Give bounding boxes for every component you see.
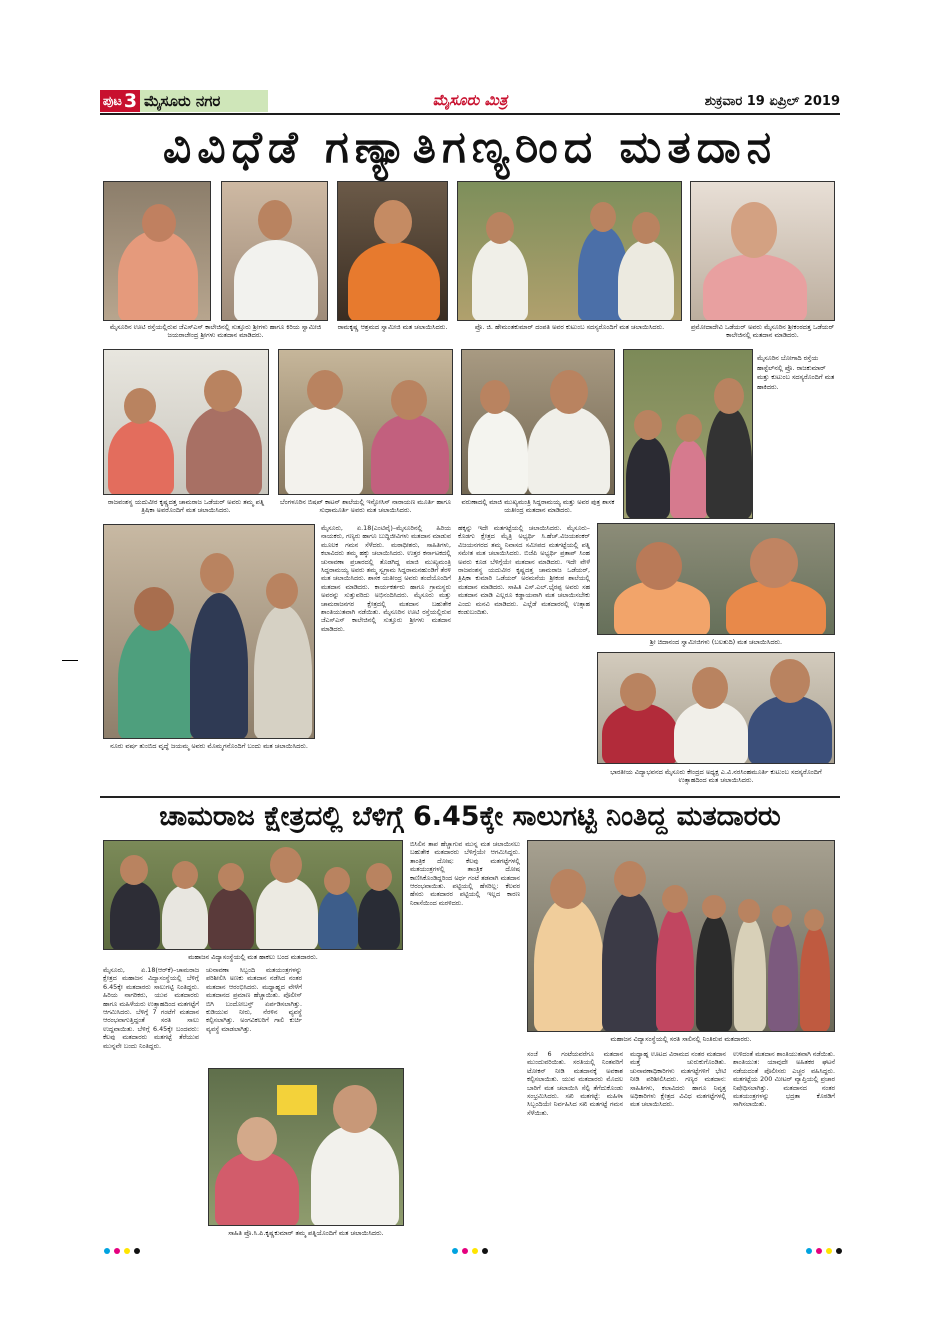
caption-photo-14: ಮಹಾಜನ ವಿದ್ಯಾಸಂಸ್ಥೆಯಲ್ಲಿ ಸರತಿ ಸಾಲಿನಲ್ಲಿ ನಿಂತಿರುವ ಮತದಾರರು.: [610, 1035, 752, 1043]
photo-royal-couple: [103, 349, 269, 495]
article1-column-1: ಮೈಸೂರು, ಏ.18(ಎಂಟಿವೈ)–ಮೈಸೂರಿನಲ್ಲಿ ಹಿರಿಯ ನಾಯಕರು, ಗಣ್ಯರು ಹಾಗೂ ಬುದ್ಧಿಜೀವಿಗಳು ಮತದಾನ ಮಾಡುವ ಮೂಲಕ ಗಮನ ಸೆಳೆದರು. ಮಠಾಧೀಶರು, ಸಾಹಿತಿಗಳು, ಕಲಾವಿದರು ತಮ್ಮ ಹಕ್ಕು ಚಲಾಯಿಸಿದರು. ಉತ್ತರ ಕರ್ನಾಟಕದಲ್ಲಿ ಚುನಾವಣಾ ಪ್ರಚಾರದಲ್ಲಿ ತೊಡಗಿದ್ದ ಮಾಜಿ ಮುಖ್ಯಮಂತ್ರಿ ಸಿದ್ದರಾಮಯ್ಯ ಅವರು ತಮ್ಮ ಸ್ವಗ್ರಾಮ ಸಿದ್ದರಾಮನಹುಂಡಿಗೆ ತೆರಳಿ ಮತ ಚಲಾಯಿಸಿದರು. ಶಾಸಕ ಯತೀಂದ್ರ ಅವರು ತಂದೆಯೊಂದಿಗೆ ಮತದಾನ ಮಾಡಿದರು. ಕಾರ್ಯಕರ್ತರು ಹಾಗೂ ಗ್ರಾಮಸ್ಥರು ಅವರನ್ನು ಸುತ್ತುವರಿದು ಅಭಿನಂದಿಸಿದರು. ಮೈಸೂರು ಮತ್ತು ಚಾಮರಾಜನಗರ ಕ್ಷೇತ್ರದಲ್ಲಿ ಮತದಾನ ಬಹುತೇಕ ಶಾಂತಿಯುತವಾಗಿ ನಡೆಯಿತು. ಮೈಸೂರಿನ ಊಟಿ ರಸ್ತೆಯಲ್ಲಿರುವ ಜೆಎಸ್‌ಎಸ್ ಕಾಲೇಜಿನಲ್ಲಿ ಸುತ್ತೂರು ಶ್ರೀಗಳು ಮತದಾನ ಮಾಡಿದರು.: [321, 524, 451, 633]
photo-royal-lady: [690, 181, 835, 321]
photo-centenarian-voter: [103, 524, 315, 739]
photo-narayana-murthy: [278, 349, 453, 495]
article1-column-2: ಹಕ್ಕನ್ನು ಇದೇ ಮತಗಟ್ಟೆಯಲ್ಲಿ ಚಲಾಯಿಸಿದರು. ಮೈಸೂರು–ಕೊಡಗು ಕ್ಷೇತ್ರದ ಮೈತ್ರಿ ಅಭ್ಯರ್ಥಿ ಸಿ.ಹೆಚ್.ವಿಜಯಶಂಕರ್ ವಿಜಯನಗರದ ತಮ್ಮ ನಿವಾಸದ ಸಮೀಪದ ಮತಗಟ್ಟೆಯಲ್ಲಿ ಪತ್ನಿ ಸಮೇತ ಮತ ಚಲಾಯಿಸಿದರು. ಬಿಜೆಪಿ ಅಭ್ಯರ್ಥಿ ಪ್ರತಾಪ್ ಸಿಂಹ ಅವರು ಕೂಡ ಬೆಳಿಗ್ಗೆಯೇ ಮತದಾನ ಮಾಡಿದರು. ಇದೇ ವೇಳೆ ರಾಜವಂಶಸ್ಥ ಯದುವೀರ ಕೃಷ್ಣದತ್ತ ಚಾಮರಾಜ ಒಡೆಯರ್, ತ್ರಿಷಿಕಾ ಕುಮಾರಿ ಒಡೆಯರ್ ಅರಮನೆಯ ಶ್ರೀಕಂಠ ಶಾಲೆಯಲ್ಲಿ ಮತದಾನ ಮಾಡಿದರು. ಸಾಹಿತಿ ಎಸ್.ಎಲ್.ಭೈರಪ್ಪ ಅವರು ಸಹ ಮತದಾನ ಮಾಡಿ ಎಲ್ಲರೂ ಕಡ್ಡಾಯವಾಗಿ ಮತ ಚಲಾಯಿಸಬೇಕು ಎಂದು ಮನವಿ ಮಾಡಿದರು. ಎಲ್ಲೆಡೆ ಮತದಾರರಲ್ಲಿ ಉತ್ಸಾಹ ಕಂಡುಬಂದಿತು.: [458, 524, 590, 617]
photo-seer-2: [337, 181, 448, 321]
photo-professor-family: [623, 349, 753, 519]
article2-column-3: ಬಿಸಿಲಿನ ತಾಪ ಹೆಚ್ಚಾಗುವ ಮುನ್ನ ಮತ ಚಲಾಯಿಸಲು ಬಹುತೇಕ ಮತದಾರರು ಬೆಳಿಗ್ಗೆಯೇ ಆಗಮಿಸಿದ್ದರು. ತಾಂತ್ರಿಕ ದೋಷ: ಕೆಲವು ಮತಗಟ್ಟೆಗಳಲ್ಲಿ ಮತಯಂತ್ರಗಳಲ್ಲಿ ತಾಂತ್ರಿಕ ದೋಷ ಕಾಣಿಸಿಕೊಂಡಿದ್ದರಿಂದ ಅರ್ಧ ಗಂಟೆ ತಡವಾಗಿ ಮತದಾನ ಆರಂಭವಾಯಿತು. ಪಟ್ಟಿಯಲ್ಲಿ ಹೆಸರಿಲ್ಲ: ಕೆಲವರ ಹೆಸರು ಮತದಾರರ ಪಟ್ಟಿಯಲ್ಲಿ ಇಲ್ಲದ ಕಾರಣ ನಿರಾಸೆಯಿಂದ ಮರಳಿದರು.: [410, 840, 520, 907]
photo-family-group: [457, 181, 682, 321]
photo-young-man: [221, 181, 328, 321]
caption-photo-15: ಸಾಹಿತಿ ಪ್ರೊ.ಸಿ.ಪಿ.ಕೃಷ್ಣಕುಮಾರ್ ತಮ್ಮ ಪತ್ನಿಯೊಂದಿಗೆ ಮತ ಚಲಾಯಿಸಿದರು.: [228, 1229, 384, 1237]
registration-marks-center: [452, 1248, 488, 1256]
article2-column-6: ಉಳಿದಂತೆ ಮತದಾನ ಶಾಂತಿಯುತವಾಗಿ ನಡೆಯಿತು. ಶಾಂತಿಯುತ: ಯಾವುದೇ ಅಹಿತಕರ ಘಟನೆ ನಡೆಯದಂತೆ ಪೊಲೀಸರು ಎಚ್ಚರ ವಹಿಸಿದ್ದರು. ಮತಗಟ್ಟೆಯ 200 ಮೀಟರ್ ವ್ಯಾಪ್ತಿಯಲ್ಲಿ ಪ್ರಚಾರ ನಿಷೇಧಿಸಲಾಗಿತ್ತು. ಮತದಾನದ ನಂತರ ಮತಯಂತ್ರಗಳನ್ನು ಭದ್ರತಾ ಕೊಠಡಿಗೆ ಸಾಗಿಸಲಾಯಿತು.: [733, 1050, 835, 1109]
caption-photo-8: ವರುಣಾದಲ್ಲಿ ಮಾಜಿ ಮುಖ್ಯಮಂತ್ರಿ ಸಿದ್ದರಾಮಯ್ಯ ಮತ್ತು ಅವರ ಪುತ್ರ ಶಾಸಕ ಯತೀಂದ್ರ ಮತದಾನ ಮಾಡಿದರು.: [461, 498, 615, 514]
photo-elderly-couple: [208, 1068, 404, 1226]
registration-marks-right: [806, 1248, 842, 1256]
dateline: ಶುಕ್ರವಾರ 19 ಏಪ್ರಿಲ್ 2019: [704, 93, 840, 109]
page-number-badge: [100, 90, 140, 112]
registration-marks-left: [104, 1248, 140, 1256]
article2-column-5: ಮಧ್ಯಾಹ್ನ ಊಟದ ವಿರಾಮದ ನಂತರ ಮತದಾನ ಮತ್ತೆ ಚುರುಕುಗೊಂಡಿತು. ಚುನಾವಣಾಧಿಕಾರಿಗಳು ಮತಗಟ್ಟೆಗಳಿಗೆ ಭೇಟಿ ನೀಡಿ ಪರಿಶೀಲಿಸಿದರು. ಗಣ್ಯರ ಮತದಾನ: ಸಾಹಿತಿಗಳು, ಕಲಾವಿದರು ಹಾಗೂ ನಿವೃತ್ತ ಅಧಿಕಾರಿಗಳು ಕ್ಷೇತ್ರದ ವಿವಿಧ ಮತಗಟ್ಟೆಗಳಲ್ಲಿ ಮತ ಚಲಾಯಿಸಿದರು.: [630, 1050, 726, 1109]
caption-photo-11: ಶ್ರೀ ಚಿದಾನಂದ ಸ್ವಾಮೀಜಿಗಳು (ಬಲತುದಿ) ಮತ ಚಲಾಯಿಸಿದರು.: [649, 638, 783, 646]
photo-siddaramaiah: [461, 349, 615, 495]
photo-seer-1: [103, 181, 211, 321]
masthead-logo: ಮೈಸೂರು ಮಿತ್ರ: [432, 91, 508, 109]
caption-photo-3: ರಾಮಕೃಷ್ಣ ಆಶ್ರಮದ ಸ್ವಾಮೀಜಿ ಮತ ಚಲಾಯಿಸಿದರು.: [337, 323, 448, 331]
margin-mark: [62, 660, 78, 661]
caption-photo-12: ಭಾರತೀಯ ವಿದ್ಯಾಭವನದ ಮೈಸೂರು ಕೇಂದ್ರದ ಅಧ್ಯಕ್ಷ ಎ.ವಿ.ನರಸಿಂಹಮೂರ್ತಿ ಕುಟುಂಬ ಸದಸ್ಯರೊಂದಿಗೆ ಉತ್ಸಾಹದಿಂದ ಮತ ಚಲಾಯಿಸಿದರು.: [610, 768, 822, 784]
photo-mahajana-voters: [103, 840, 403, 950]
page-label: ಪುಟ: [102, 93, 122, 109]
caption-photo-6: ರಾಜವಂಶಸ್ಥ ಯದುವೀರ ಕೃಷ್ಣದತ್ತ ಚಾಮರಾಜ ಒಡೆಯರ್ ಅವರು ತಮ್ಮ ಪತ್ನಿ ತ್ರಿಷಿಕಾ ಅವರೊಂದಿಗೆ ಮತ ಚಲಾಯಿಸಿದರು.: [107, 498, 265, 514]
caption-photo-1: ಮೈಸೂರಿನ ಊಟಿ ರಸ್ತೆಯಲ್ಲಿರುವ ಜೆಎಸ್‌ಎಸ್ ಕಾಲೇಜಿನಲ್ಲಿ ಸುತ್ತೂರು ಶ್ರೀಗಳು ಹಾಗೂ ಕಿರಿಯ ಸ್ವಾಮೀಜಿ ಜಯರಾಜೇಂದ್ರ ಶ್ರೀಗಳು ಮತದಾನ ಮಾಡಿದರು.: [109, 323, 322, 339]
article2-column-4: ಸಂಜೆ 6 ಗಂಟೆಯವರೆಗೂ ಮತದಾನ ಮುಂದುವರಿಯಿತು. ಸರತಿಯಲ್ಲಿ ನಿಂತವರಿಗೆ ಟೋಕನ್ ನೀಡಿ ಮತದಾನಕ್ಕೆ ಅವಕಾಶ ಕಲ್ಪಿಸಲಾಯಿತು. ಯುವ ಮತದಾರರು ಮೊದಲ ಬಾರಿಗೆ ಮತ ಚಲಾಯಿಸಿ ಸೆಲ್ಫಿ ತೆಗೆದುಕೊಂಡು ಸಂಭ್ರಮಿಸಿದರು. ಸಖಿ ಮತಗಟ್ಟೆ: ಮಹಿಳಾ ಸಿಬ್ಬಂದಿಯೇ ನಿರ್ವಹಿಸಿದ ಸಖಿ ಮತಗಟ್ಟೆ ಗಮನ ಸೆಳೆಯಿತು.: [527, 1050, 623, 1117]
article2-column-2: ಚುನಾವಣಾ ಸಿಬ್ಬಂದಿ ಮತಯಂತ್ರಗಳನ್ನು ಪರಿಶೀಲಿಸಿ ಅಣಕು ಮತದಾನ ನಡೆಸಿದ ನಂತರ ಮತದಾನ ಆರಂಭಿಸಿದರು. ಮಧ್ಯಾಹ್ನದ ವೇಳೆಗೆ ಮತದಾನದ ಪ್ರಮಾಣ ಹೆಚ್ಚಾಯಿತು. ಪೊಲೀಸ್ ಬಿಗಿ ಬಂದೋಬಸ್ತ್ ಏರ್ಪಡಿಸಲಾಗಿತ್ತು. ಕುಡಿಯುವ ನೀರು, ನೆರಳಿನ ವ್ಯವಸ್ಥೆ ಕಲ್ಪಿಸಲಾಗಿತ್ತು. ಅಂಗವಿಕಲರಿಗೆ ಗಾಲಿ ಕುರ್ಚಿ ವ್ಯವಸ್ಥೆ ಮಾಡಲಾಗಿತ್ತು.: [206, 966, 302, 1033]
caption-photo-13: ಮಹಾಜನ ವಿದ್ಯಾಸಂಸ್ಥೆಯಲ್ಲಿ ಮತ ಹಾಕಲು ಬಂದ ಮತದಾರರು.: [188, 953, 318, 961]
header-rule: [100, 113, 840, 115]
photo-seers-pair: [597, 523, 835, 635]
article2-column-1: ಮೈಸೂರು, ಏ.18(ಆರ್‌ಕೆ)–ಚಾಮರಾಜ ಕ್ಷೇತ್ರದ ಮಹಾಜನ ವಿದ್ಯಾಸಂಸ್ಥೆಯಲ್ಲಿ ಬೆಳಿಗ್ಗೆ 6.45ಕ್ಕೇ ಮತದಾರರು ಸಾಲುಗಟ್ಟಿ ನಿಂತಿದ್ದರು. ಹಿರಿಯ ನಾಗರಿಕರು, ಯುವ ಮತದಾರರು ಹಾಗೂ ಮಹಿಳೆಯರು ಉತ್ಸಾಹದಿಂದ ಮತಗಟ್ಟೆಗೆ ಆಗಮಿಸಿದರು. ಬೆಳಿಗ್ಗೆ 7 ಗಂಟೆಗೆ ಮತದಾನ ಆರಂಭವಾಗುತ್ತಿದ್ದಂತೆ ಸರತಿ ಸಾಲು ಉದ್ದವಾಯಿತು. ಬೆಳಿಗ್ಗೆ 6.45ಕ್ಕೇ ಬಂದವರು: ಕೆಲವು ಮತದಾರರು ಮತಗಟ್ಟೆ ತೆರೆಯುವ ಮುನ್ನವೇ ಬಂದು ನಿಂತಿದ್ದರು.: [103, 966, 199, 1050]
page-number: 3: [123, 90, 138, 112]
section-title: ಮೈಸೂರು ನಗರ: [140, 90, 268, 112]
main-headline: ವಿವಿಧೆಡೆ ಗಣ್ಯಾತಿಗಣ್ಯರಿಂದ ಮತದಾನ: [162, 121, 778, 173]
caption-photo-7: ಬೆಂಗಳೂರಿನ ಬಿಷಪ್ ಕಾಟನ್ ಶಾಲೆಯಲ್ಲಿ ಇನ್ಫೋಸಿಸ್ ನಾರಾಯಣ ಮೂರ್ತಿ ಹಾಗೂ ಸುಧಾಮೂರ್ತಿ ಅವರು ಮತ ಚಲಾಯಿಸಿದರು.: [280, 498, 451, 514]
caption-photo-9: ಮೈಸೂರಿನ ಬೋಗಾದಿ ರಸ್ತೆಯ ಹಾಸ್ಟೆಲ್‌ನಲ್ಲಿ ಪ್ರೊ. ರಾಜಕುಮಾರ್ ಮತ್ತು ಕುಟುಂಬ ಸದಸ್ಯರೊಂದಿಗೆ ಮತ ಹಾಕಿದರು.: [757, 354, 835, 391]
caption-photo-4: ಪ್ರೊ. ಜಿ. ಹೇಮಂತಕುಮಾರ್ ದಂಪತಿ ಅವರ ಕುಟುಂಬ ಸದಸ್ಯರೊಂದಿಗೆ ಮತ ಚಲಾಯಿಸಿದರು.: [474, 323, 665, 331]
caption-photo-10: ನೂರು ವರ್ಷ ತುಂಬಿದ ವೃದ್ಧೆ ಜಯಮ್ಮ ಅವರು ಮೊಮ್ಮಗನೊಂದಿಗೆ ಬಂದು ಮತ ಚಲಾಯಿಸಿದರು.: [110, 742, 308, 750]
photo-bhavan-family: [597, 652, 835, 764]
caption-photo-5: ಪ್ರಮೋದಾದೇವಿ ಒಡೆಯರ್ ಅವರು ಮೈಸೂರಿನ ಶ್ರೀಕಂಠದತ್ತ ಒಡೆಯರ್ ಕಾಲೇಜಿನಲ್ಲಿ ಮತದಾನ ಮಾಡಿದರು.: [690, 323, 835, 339]
second-headline: ಚಾಮರಾಜ ಕ್ಷೇತ್ರದಲ್ಲಿ ಬೆಳಿಗ್ಗೆ 6.45ಕ್ಕೇ ಸಾಲುಗಟ್ಟಿ ನಿಂತಿದ್ದ ಮತದಾರರು: [100, 796, 840, 836]
photo-queue: [527, 840, 835, 1032]
